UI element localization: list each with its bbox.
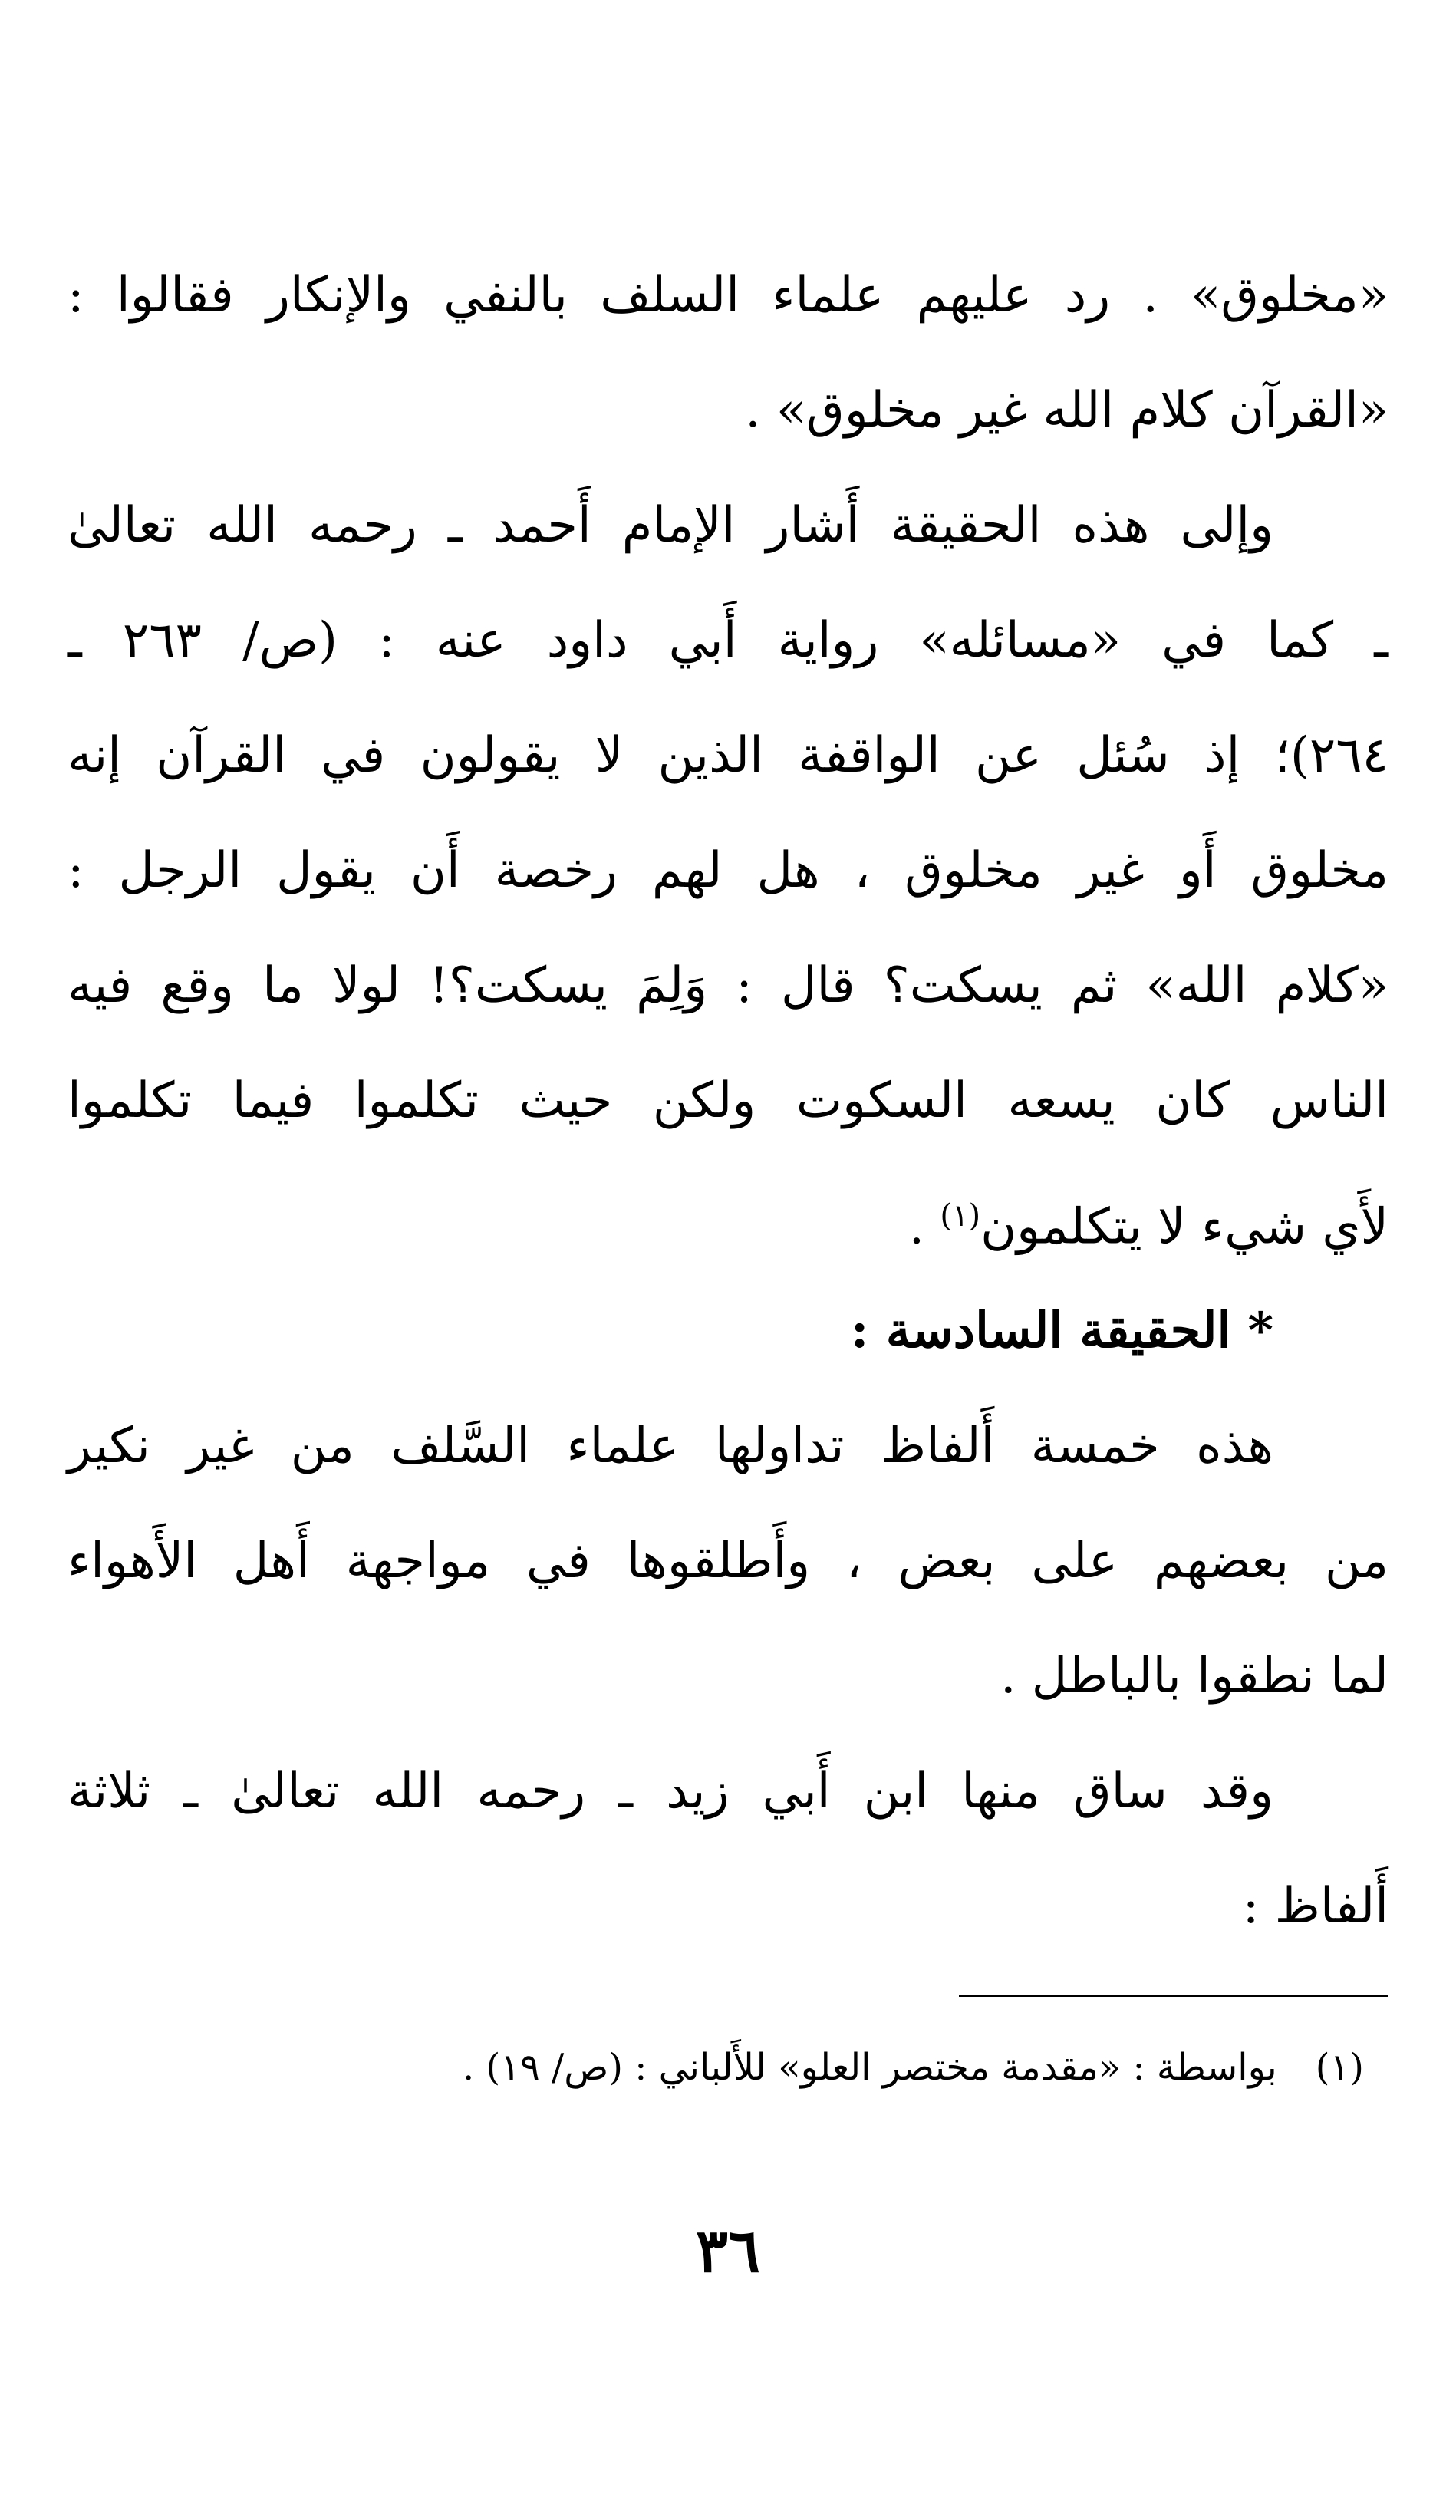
- text-line-13: لما نطقوا بالباطل .: [1000, 1648, 1388, 1705]
- text-line-5: ٢٦٤)؛ إذ سُئل عن الواقفة الذين لا يقولون في القرآن إنه: [68, 727, 1388, 784]
- footnote-divider: [959, 1995, 1388, 1997]
- footnote-reference: (١): [940, 1198, 981, 1234]
- section-heading: * الحقيقة السادسة :: [850, 1302, 1273, 1359]
- text-line-6: مخلوق أَو غير مخلوق ، هل لهم رخصة أَن يقول الرجل :: [68, 842, 1389, 899]
- footnote-marker: (١): [1315, 2046, 1364, 2089]
- text-line-1: «مخلوق» . رد عليهم علماء السلف بالنفي والإنكار فقالوا :: [68, 267, 1388, 324]
- text-line-3: وإلى هذه الحقيقة أَشار الإمام أَحمد ـ رحمه الله تعالىٰ: [68, 497, 1273, 554]
- text-line-11: هذه خمسة أَلفاظ تداولها علماء السَّلف من غير نكير: [68, 1418, 1273, 1474]
- text-line-7: «كلام الله» ثم يسكت؟ قال : وَلِمَ يسكت؟! لولا ما وقع فيه: [68, 957, 1388, 1014]
- page-number: ٣٦: [696, 2216, 760, 2286]
- text-line-2: «القرآن كلام الله غير مخلوق» .: [745, 382, 1388, 439]
- text-line-9: [68, 1158, 1388, 1273]
- footnote-text: بواسطة : «مقدمة مختصر العلو» للأَلباني : (ص/ ١٩) .: [462, 2046, 1277, 2089]
- text-line-9-period: .: [908, 1198, 940, 1256]
- text-line-9-content: لأَي شيء لا يتكلمون: [980, 1198, 1388, 1256]
- text-line-14: وقد ساق منها ابن أَبي زيد ـ رحمه الله تعالىٰ ـ ثلاثة: [68, 1763, 1273, 1820]
- text-line-4: ـ كما في «مسائله» رواية أَبي داود عنه : (ص/ ٢٦٣ ـ: [68, 612, 1389, 669]
- footnote: [68, 2033, 1364, 2102]
- text-line-12: من بعضهم على بعض ، وأَطلقوها في مواجهة أَهل الأَهواء: [68, 1533, 1388, 1589]
- text-line-8: الناس كان يسعه السكوت ولكن حيث تكلموا فيما تكلموا: [68, 1072, 1388, 1129]
- text-line-15: أَلفاظ :: [1242, 1878, 1388, 1935]
